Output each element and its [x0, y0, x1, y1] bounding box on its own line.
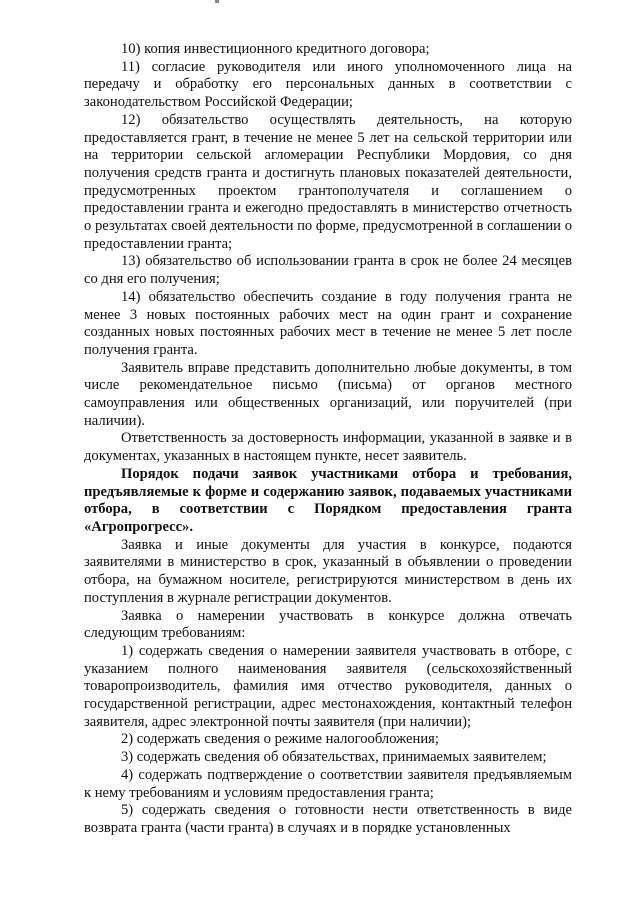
- paragraph-item-10: 10) копия инвестиционного кредитного договора;: [121, 41, 430, 57]
- paragraph-item-13: 13) обязательство об использовании гранта в срок не более 24 месяцев со дня его получения;: [84, 253, 572, 288]
- scan-artifact: [215, 0, 219, 3]
- paragraph-requirement-4: 4) содержать подтверждение о соответствии заявителя предъявляемым к нему требованиям и условиям предоставления гранта;: [84, 766, 572, 801]
- paragraph-responsibility: Ответственность за достоверность информации, указанной в заявке и в документах, указанных в настоящем пункте, несет заявитель.: [84, 430, 572, 465]
- paragraph-additional-docs: Заявитель вправе представить дополнительно любые документы, в том числе рекомендательное письмо (письма) от органов местного самоуправления или общественных организаций, или поручителей (при наличии).: [84, 359, 572, 429]
- paragraph-requirements-intro: Заявка о намерении участвовать в конкурсе должна отвечать следующим требованиям:: [84, 607, 572, 642]
- section-heading: Порядок подачи заявок участниками отбора и требования, предъявляемые к форме и содержанию заявок, подаваемых участниками отбора, в соответствии с Порядком предоставления гранта «Агропрогресс».: [84, 465, 572, 535]
- paragraph-submission: Заявка и иные документы для участия в конкурсе, подаются заявителями в министерство в срок, указанный в объявлении о проведении отбора, на бумажном носителе, регистрируются министерством в день их поступления в журнале регистрации документов.: [84, 536, 572, 606]
- paragraph-requirement-3: 3) содержать сведения об обязательствах, принимаемых заявителем;: [121, 749, 547, 766]
- paragraph-item-14: 14) обязательство обеспечить создание в году получения гранта не менее 3 новых постоянных рабочих мест на один грант и сохранение созданных новых постоянных рабочих мест в течение не менее 5 лет после получения гранта.: [84, 288, 572, 358]
- paragraph-requirement-1: 1) содержать сведения о намерении заявителя участвовать в отборе, с указанием полного наименования заявителя (сельскохозяйственный товаропроизводитель, фамилия имя отчество руководителя, данных о государственной регистрации, адрес местонахождения, контактный телефон заявителя, адрес электронной почты заявителя (при наличии);: [84, 642, 572, 730]
- paragraph-item-12: 12) обязательство осуществлять деятельность, на которую предоставляется грант, в течение не менее 5 лет на сельской территории или на территории сельской агломерации Республики Мордовия, со дня получения средств гранта и достигнуть плановых показателей деятельности, предусмотренных проектом грантополучателя и соглашением о предоставлении гранта и ежегодно предоставлять в министерство отчетность о результатах своей деятельности по форме, предусмотренной в соглашении о предоставлении гранта;: [84, 111, 572, 252]
- paragraph-item-11: 11) согласие руководителя или иного уполномоченного лица на передачу и обработку его персональных данных в соответствии с законодательством Российской Федерации;: [84, 58, 572, 111]
- document-body: [84, 41, 572, 838]
- paragraph-requirement-5: 5) содержать сведения о готовности нести ответственность в виде возврата гранта (части гранта) в случаях и в порядке установленных: [84, 802, 572, 836]
- paragraph-requirement-2: 2) содержать сведения о режиме налогообложения;: [121, 731, 439, 748]
